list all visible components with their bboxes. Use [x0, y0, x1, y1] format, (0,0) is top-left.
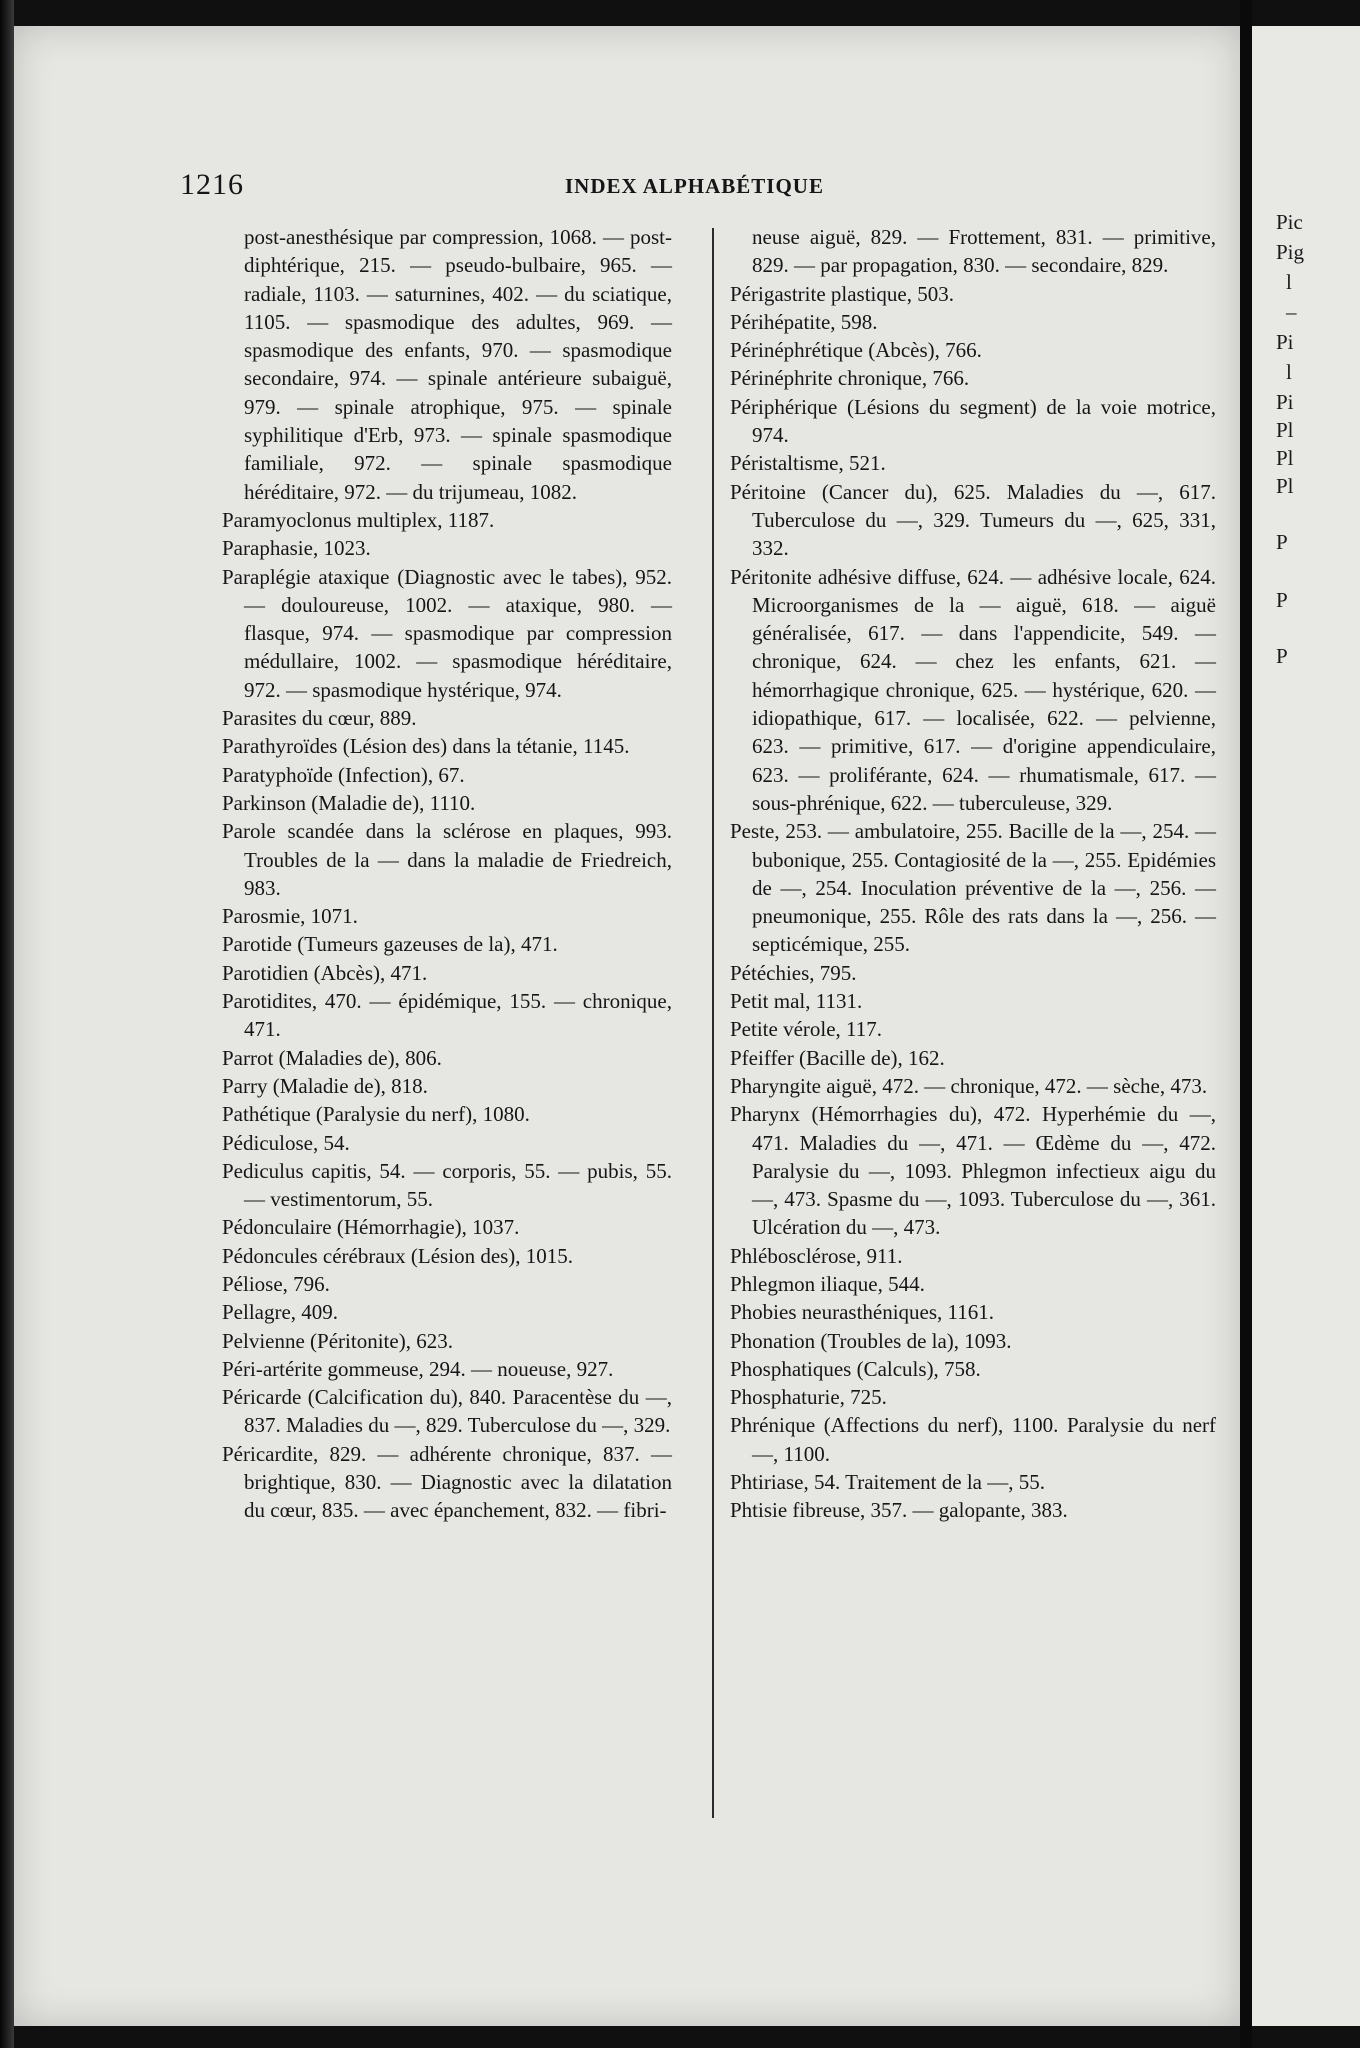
index-entry: Péritoine (Cancer du), 625. Maladies du —, 617. Tuberculose du —, 329. Tumeurs du —, 625, 331, 332.: [730, 479, 1216, 561]
index-entry: Pétéchies, 795.: [730, 960, 857, 985]
index-column-right: [730, 223, 1216, 1525]
index-entry: Parkinson (Maladie de), 1110.: [222, 790, 476, 815]
index-entry: Pédonculaire (Hémorrhagie), 1037.: [222, 1215, 520, 1240]
index-entry: Périnéphrétique (Abcès), 766.: [730, 338, 982, 363]
index-entry: Périnéphrite chronique, 766.: [730, 366, 970, 391]
index-entry: Parrot (Maladies de), 806.: [222, 1045, 442, 1070]
index-entry: Phlegmon iliaque, 544.: [730, 1271, 925, 1296]
column-divider: [712, 228, 714, 1818]
index-entry: Phtisie fibreuse, 357. — galopante, 383.: [730, 1498, 1068, 1523]
facing-page-text: Pl: [1276, 418, 1294, 442]
index-entry: Péritonite adhésive diffuse, 624. — adhésive locale, 624. Microorganismes de la — aiguë, 618. — aiguë généralisée, 617. — dans l'appendicite, 549. — chronique, 624. — chez les enfants, 621. — hémorrhagique chronique, 625. — hystérique, 620. — idiopathique, 617. — localisée, 622. — pelvienne, 623. — primitive, 617. — d'origine appendiculaire, 623. — proliférante, 624. — rhumatismale, 617. — sous-phrénique, 622. — tuberculeuse, 329.: [730, 564, 1216, 815]
index-entry: Phrénique (Affections du nerf), 1100. Paralysie du nerf —, 1100.: [730, 1413, 1216, 1466]
page-edge-shadow: [0, 0, 14, 2048]
index-entry: Péliose, 796.: [222, 1271, 330, 1296]
index-entry: Peste, 253. — ambulatoire, 255. Bacille de la —, 254. — bubonique, 255. Contagiosité de la —, 255. Epidémies de —, 254. Inoculation préventive de la —, 256. — pneumonique, 255. Rôle des rats dans la —, 256. — septicémique, 255.: [730, 819, 1216, 957]
index-entry: Petit mal, 1131.: [730, 989, 863, 1014]
index-entry: Phobies neurasthéniques, 1161.: [730, 1300, 995, 1325]
index-column-left: [222, 223, 672, 1525]
facing-page-text: P: [1276, 644, 1288, 668]
facing-page-text: Pl: [1276, 446, 1294, 470]
index-entry: Paramyoclonus multiplex, 1187.: [222, 507, 495, 532]
facing-page-text: l: [1286, 360, 1292, 384]
index-entry: Parotide (Tumeurs gazeuses de la), 471.: [222, 932, 558, 957]
index-entry: Pharyngite aiguë, 472. — chronique, 472. — sèche, 473.: [730, 1073, 1208, 1098]
index-entry: Petite vérole, 117.: [730, 1017, 883, 1042]
index-entry: post-anesthésique par compression, 1068. — post-diphtérique, 215. — pseudo-bulbaire, 965. — radiale, 1103. — saturnines, 402. — du sciatique, 1105. — spasmodique des adultes, 969. — spasmodique des enfants, 970. — spasmodique secondaire, 974. — spinale antérieure subaiguë, 979. — spinale atrophique, 975. — spinale syphilitique d'Erb, 973. — spinale spasmodique familiale, 972. — spinale spasmodique héréditaire, 972. — du trijumeau, 1082.: [244, 225, 672, 504]
index-entry: Parasites du cœur, 889.: [222, 706, 417, 731]
index-entry: Pédiculose, 54.: [222, 1130, 350, 1155]
index-entry: Pellagre, 409.: [222, 1300, 339, 1325]
index-entry: Parathyroïdes (Lésion des) dans la tétanie, 1145.: [222, 734, 630, 759]
facing-page-fragment: [1252, 26, 1360, 2026]
index-entry: Pediculus capitis, 54. — corporis, 55. — pubis, 55. — vestimentorum, 55.: [222, 1158, 672, 1212]
index-entry: Pédoncules cérébraux (Lésion des), 1015.: [222, 1243, 574, 1268]
index-entry: Parotidites, 470. — épidémique, 155. — chronique, 471.: [222, 989, 672, 1042]
index-entry: Paratyphoïde (Infection), 67.: [222, 762, 465, 787]
facing-page-text: Pic: [1276, 210, 1303, 234]
index-entry: Péricarde (Calcification du), 840. Paracentèse du —, 837. Maladies du —, 829. Tuberculose du —, 329.: [222, 1385, 672, 1438]
index-entry: neuse aiguë, 829. — Frottement, 831. — primitive, 829. — par propagation, 830. — secondaire, 829.: [752, 225, 1216, 278]
facing-page-text: Pl: [1276, 474, 1294, 498]
index-entry: Parosmie, 1071.: [222, 904, 358, 929]
index-entry: Périphérique (Lésions du segment) de la voie motrice, 974.: [730, 394, 1216, 448]
facing-page-text: P: [1276, 588, 1288, 612]
index-entry: Périgastrite plastique, 503.: [730, 281, 954, 306]
index-entry: Péricardite, 829. — adhérente chronique, 837. — brightique, 830. — Diagnostic avec la dilatation du cœur, 835. — avec épanchement, 832. — fibri-: [222, 1441, 672, 1523]
index-entry: Paraphasie, 1023.: [222, 536, 371, 561]
index-entry: Péri-artérite gommeuse, 294. — noueuse, 927.: [222, 1356, 614, 1381]
running-title: INDEX ALPHABÉTIQUE: [565, 174, 824, 198]
index-entry: Paraplégie ataxique (Diagnostic avec le tabes), 952. — douloureuse, 1002. — ataxique, 980. — flasque, 974. — spasmodique par compression médullaire, 1002. — spasmodique héréditaire, 972. — spasmodique hystérique, 974.: [222, 564, 672, 702]
index-entry: Parotidien (Abcès), 471.: [222, 960, 428, 985]
book-gutter: [1240, 0, 1252, 2048]
index-entry: Pharynx (Hémorrhagies du), 472. Hyperhémie du —, 471. Maladies du —, 471. — Œdème du —, 472. Paralysie du —, 1093. Phlegmon infectieux aigu du —, 473. Spasme du —, 1093. Tuberculose du —, 361. Ulcération du —, 473.: [730, 1102, 1216, 1240]
index-entry: Pfeiffer (Bacille de), 162.: [730, 1045, 945, 1070]
facing-page-text: P: [1276, 530, 1288, 554]
index-entry: Pelvienne (Péritonite), 623.: [222, 1328, 453, 1353]
index-entry: Phlébosclérose, 911.: [730, 1243, 903, 1268]
index-entry: Phtiriase, 54. Traitement de la —, 55.: [730, 1470, 1045, 1495]
index-entry: Périhépatite, 598.: [730, 309, 878, 334]
index-entry: Phosphaturie, 725.: [730, 1385, 887, 1410]
index-entry: Phonation (Troubles de la), 1093.: [730, 1328, 1012, 1353]
facing-page-text: Pi: [1276, 330, 1294, 354]
index-entry: Phosphatiques (Calculs), 758.: [730, 1356, 981, 1381]
facing-page-text: l: [1286, 270, 1292, 294]
facing-page-text: Pig: [1276, 240, 1305, 264]
index-entry: Parole scandée dans la sclérose en plaques, 993. Troubles de la — dans la maladie de Friedreich, 983.: [222, 819, 672, 900]
index-entry: Pathétique (Paralysie du nerf), 1080.: [222, 1102, 530, 1127]
facing-page-text: –: [1286, 300, 1297, 324]
page-number: 1216: [180, 168, 244, 201]
index-entry: Péristaltisme, 521.: [730, 451, 886, 476]
page-header: [180, 168, 1230, 208]
facing-page-text: Pi: [1276, 390, 1294, 414]
index-entry: Parry (Maladie de), 818.: [222, 1073, 428, 1098]
